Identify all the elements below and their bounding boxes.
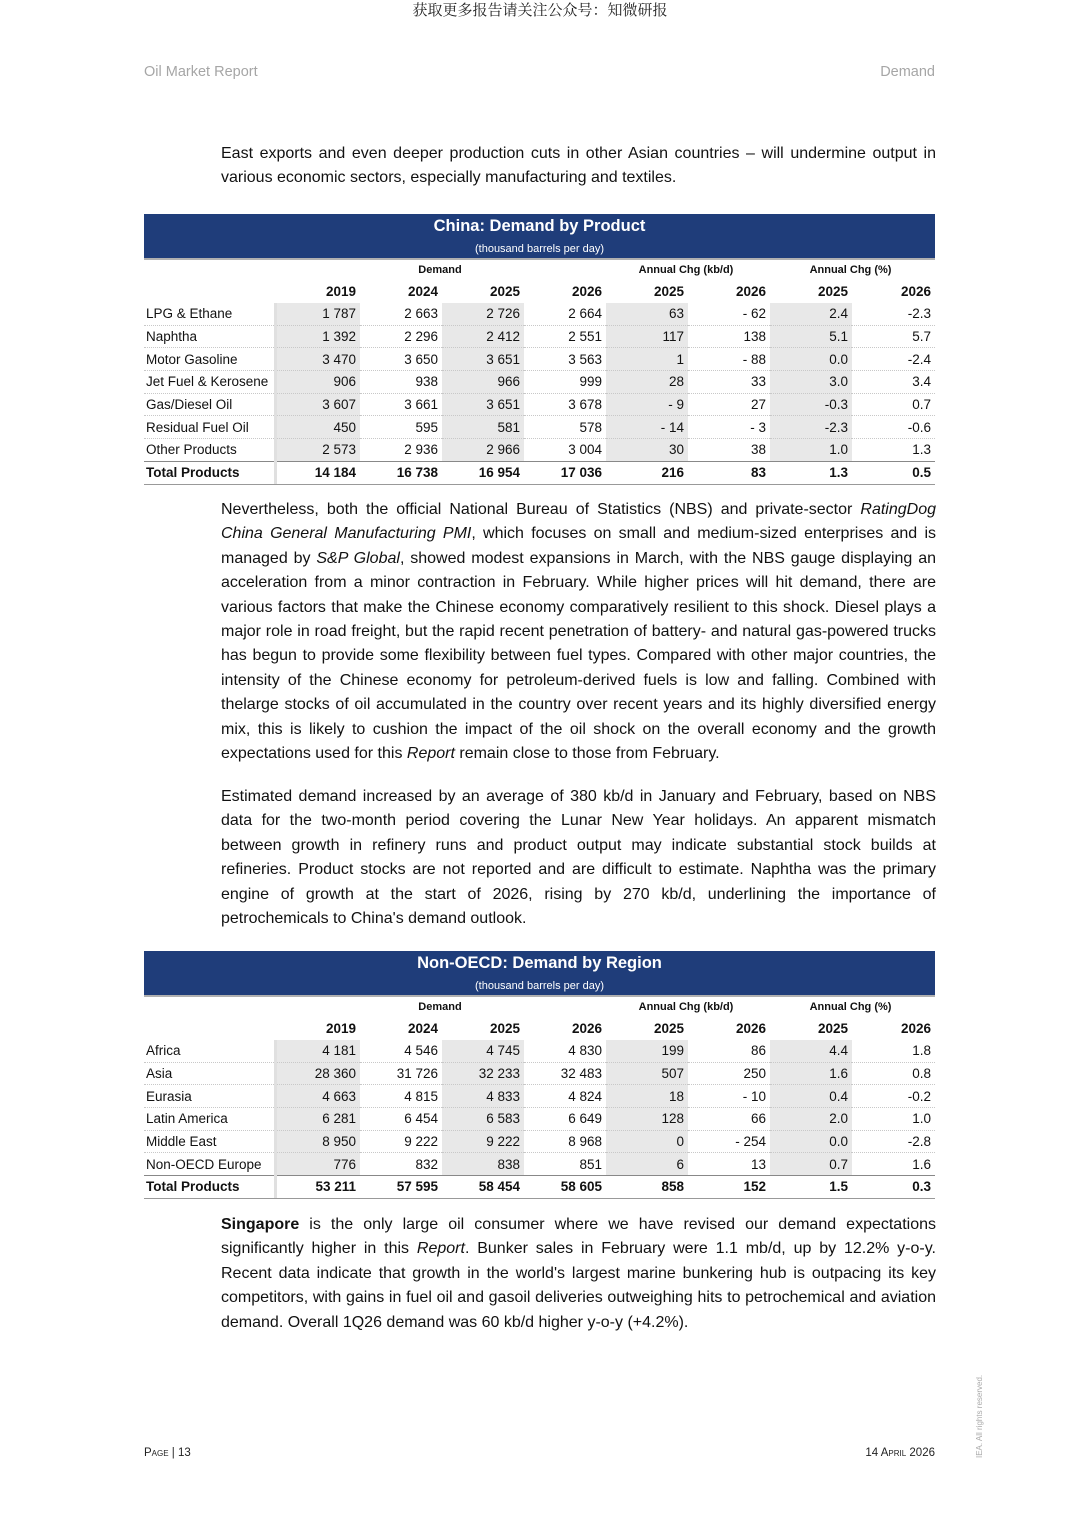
- text-span: , which focuses on small and medium-sized enterprises and is managed by: [221, 525, 936, 567]
- total-cell: 53 211: [275, 1176, 360, 1198]
- row-label: Latin America: [144, 1108, 275, 1131]
- total-cell: 858: [606, 1176, 688, 1198]
- table-cell: -0.3: [770, 393, 852, 416]
- table-cell: 0: [606, 1130, 688, 1153]
- table-row: [144, 1108, 935, 1131]
- table-cell: 581: [442, 416, 524, 439]
- italic-span: S&P Global: [316, 549, 400, 567]
- table-cell: - 88: [688, 348, 770, 371]
- table-cell: 4 663: [275, 1085, 360, 1108]
- table-cell: 1.0: [770, 439, 852, 462]
- paragraph-estimated-demand: Estimated demand increased by an average of 380 kb/d in January and February, based on NBS data for the two-month period covering the Lunar New Year holidays. An apparent mismatch between growth in refinery runs and product output may indicate substantial stock builds at refineries. Product stocks are not reported and are difficult to estimate. Naphtha was the primary engine of growth at the start of 2026, rising by 270 kb/d, underlining the importance of petrochemicals to China's demand outlook.: [221, 788, 936, 928]
- group-chg-kbd: Annual Chg (kb/d): [638, 1001, 734, 1013]
- table-cell: 0.0: [770, 1130, 852, 1153]
- table-header-bar: [144, 951, 935, 995]
- row-label: Jet Fuel & Kerosene: [144, 371, 275, 394]
- table-title: China: Demand by Product: [433, 217, 646, 235]
- total-label: Total Products: [144, 1176, 275, 1198]
- table-bottom-rule: [144, 1198, 935, 1199]
- italic-span: RatingDog China General Manufacturing PMI: [221, 501, 936, 543]
- year-header: 2019: [325, 1021, 356, 1036]
- table-cell: - 254: [688, 1130, 770, 1153]
- section-title: Demand: [880, 64, 935, 80]
- year-header: 2026: [735, 284, 766, 299]
- table-cell: 30: [606, 439, 688, 462]
- table-cell: 5.7: [852, 325, 935, 348]
- table-cell: 2 573: [275, 439, 360, 462]
- row-label: LPG & Ethane: [144, 303, 275, 325]
- table-cell: 4 546: [360, 1040, 442, 1062]
- table-cell: 1.6: [770, 1062, 852, 1085]
- table-body: [144, 997, 935, 1198]
- row-label: Residual Fuel Oil: [144, 416, 275, 439]
- rights-notice: IEA. All rights reserved.: [975, 1374, 984, 1458]
- table-cell: - 3: [688, 416, 770, 439]
- table-cell: 38: [688, 439, 770, 462]
- table-cell: 938: [360, 371, 442, 394]
- table-cell: 4 815: [360, 1085, 442, 1108]
- group-header-row: [144, 997, 935, 1017]
- group-header-row: [144, 260, 935, 280]
- table-cell: 2.0: [770, 1108, 852, 1131]
- table-cell: -0.2: [852, 1085, 935, 1108]
- year-header: 2026: [571, 1021, 602, 1036]
- paragraph-intro: East exports and even deeper production cuts in other Asian countries – will undermine output in various economic sectors, especially manufacturing and textiles.: [221, 145, 936, 187]
- table-cell: 4 181: [275, 1040, 360, 1062]
- year-header: 2025: [817, 284, 848, 299]
- table-row: [144, 1062, 935, 1085]
- table-cell: 4 824: [524, 1085, 606, 1108]
- table-cell: 6 583: [442, 1108, 524, 1131]
- table-cell: 250: [688, 1062, 770, 1085]
- table-cell: 3 678: [524, 393, 606, 416]
- table-cell: -2.8: [852, 1130, 935, 1153]
- table-cell: - 10: [688, 1085, 770, 1108]
- row-label: Naphtha: [144, 325, 275, 348]
- table-cell: 1 392: [275, 325, 360, 348]
- table-row: [144, 393, 935, 416]
- table-cell: 6: [606, 1153, 688, 1176]
- table-cell: 838: [442, 1153, 524, 1176]
- table-cell: 906: [275, 371, 360, 394]
- year-header: 2025: [489, 1021, 520, 1036]
- total-cell: 57 595: [360, 1176, 442, 1198]
- bold-span: Singapore: [221, 1216, 300, 1233]
- table-cell: 3 004: [524, 439, 606, 462]
- table-title: Non-OECD: Demand by Region: [417, 954, 662, 972]
- row-label: Asia: [144, 1062, 275, 1085]
- table-cell: 832: [360, 1153, 442, 1176]
- table-cell: 1.0: [852, 1108, 935, 1131]
- table-cell: 1.6: [852, 1153, 935, 1176]
- italic-span: Report: [416, 1240, 465, 1258]
- total-cell: 152: [688, 1176, 770, 1198]
- table-cell: - 9: [606, 393, 688, 416]
- table-bottom-rule: [144, 484, 935, 485]
- table-cell: 776: [275, 1153, 360, 1176]
- text-span: is the only large oil consumer where we have revised our demand expectations significantly higher in this: [221, 1216, 936, 1258]
- table-cell: 0.7: [852, 393, 935, 416]
- table-body: [144, 260, 935, 484]
- year-header: 2025: [653, 284, 684, 299]
- year-header: 2025: [653, 1021, 684, 1036]
- table-cell: 199: [606, 1040, 688, 1062]
- total-cell: 1.3: [770, 461, 852, 483]
- table-cell: - 62: [688, 303, 770, 325]
- table-cell: 450: [275, 416, 360, 439]
- table-row: [144, 1130, 935, 1153]
- row-label: Eurasia: [144, 1085, 275, 1108]
- table-cell: 851: [524, 1153, 606, 1176]
- table-cell: 3.4: [852, 371, 935, 394]
- year-header: 2026: [900, 1021, 932, 1036]
- table-subtitle: (thousand barrels per day): [474, 243, 604, 255]
- table-row: [144, 371, 935, 394]
- table-cell: -2.3: [852, 303, 935, 325]
- paragraph-singapore: [221, 1213, 936, 1335]
- table-row: [144, 348, 935, 371]
- report-date: 14 April 2026: [865, 1447, 935, 1459]
- year-header: 2019: [325, 284, 356, 299]
- row-label: Africa: [144, 1040, 275, 1062]
- table-cell: 3 563: [524, 348, 606, 371]
- china-demand-table: [144, 214, 935, 485]
- group-demand: Demand: [418, 264, 462, 276]
- year-header: 2025: [489, 284, 520, 299]
- total-cell: 14 184: [275, 461, 360, 483]
- table-cell: 32 233: [442, 1062, 524, 1085]
- table-cell: 2 551: [524, 325, 606, 348]
- year-header: 2024: [407, 284, 438, 299]
- total-cell: 83: [688, 461, 770, 483]
- row-label: Motor Gasoline: [144, 348, 275, 371]
- table-cell: 28 360: [275, 1062, 360, 1085]
- table-cell: 2 664: [524, 303, 606, 325]
- table-row: [144, 325, 935, 348]
- table-cell: 2 412: [442, 325, 524, 348]
- table-cell: 1.8: [852, 1040, 935, 1062]
- table-cell: 966: [442, 371, 524, 394]
- table-cell: 18: [606, 1085, 688, 1108]
- table-cell: 6 649: [524, 1108, 606, 1131]
- total-row: [144, 1176, 935, 1198]
- row-label: Other Products: [144, 439, 275, 462]
- table-cell: 0.4: [770, 1085, 852, 1108]
- table-cell: 9 222: [360, 1130, 442, 1153]
- table-cell: 138: [688, 325, 770, 348]
- year-header: 2026: [900, 284, 932, 299]
- table-cell: 4 830: [524, 1040, 606, 1062]
- total-cell: 17 036: [524, 461, 606, 483]
- table-cell: 3 651: [442, 393, 524, 416]
- year-header-row: [144, 280, 935, 303]
- table-cell: 33: [688, 371, 770, 394]
- table-cell: 8 950: [275, 1130, 360, 1153]
- table-cell: 578: [524, 416, 606, 439]
- table-cell: 117: [606, 325, 688, 348]
- total-cell: 58 605: [524, 1176, 606, 1198]
- table-cell: 595: [360, 416, 442, 439]
- table-cell: 2 936: [360, 439, 442, 462]
- table-cell: 1 787: [275, 303, 360, 325]
- total-cell: 58 454: [442, 1176, 524, 1198]
- table-cell: -2.4: [852, 348, 935, 371]
- table-row: [144, 1040, 935, 1062]
- table-cell: 1.3: [852, 439, 935, 462]
- row-label: Middle East: [144, 1130, 275, 1153]
- table-row: [144, 303, 935, 325]
- table-cell: -2.3: [770, 416, 852, 439]
- table-cell: 3 470: [275, 348, 360, 371]
- year-header-row: [144, 1017, 935, 1040]
- row-label: Gas/Diesel Oil: [144, 393, 275, 416]
- table-cell: 6 454: [360, 1108, 442, 1131]
- text-span: . Bunker sales in February were 1.1 mb/d, up by 12.2% y-o-y. Recent data indicate that growth in the world's largest marine bunkering hub is outpacing its key competitors, with gains in fuel oil and gasoil deliveries outweighing hits to petrochemical and aviation demand. Overall 1Q26 demand was 60 kb/d higher y-o-y (+4.2%).: [221, 1240, 936, 1331]
- total-cell: 16 738: [360, 461, 442, 483]
- table-cell: 0.7: [770, 1153, 852, 1176]
- table-row: [144, 1153, 935, 1176]
- table-cell: 27: [688, 393, 770, 416]
- table-cell: - 14: [606, 416, 688, 439]
- total-label: Total Products: [144, 461, 275, 483]
- table-cell: 5.1: [770, 325, 852, 348]
- table-cell: 4.4: [770, 1040, 852, 1062]
- table-cell: 66: [688, 1108, 770, 1131]
- year-header: 2026: [735, 1021, 766, 1036]
- group-chg-pct: Annual Chg (%): [809, 1001, 892, 1013]
- table-subtitle: (thousand barrels per day): [474, 980, 604, 992]
- table-cell: 31 726: [360, 1062, 442, 1085]
- table-cell: 2 726: [442, 303, 524, 325]
- table-header-bar: [144, 214, 935, 258]
- total-cell: 1.5: [770, 1176, 852, 1198]
- table-cell: 128: [606, 1108, 688, 1131]
- table-row: [144, 439, 935, 462]
- table-cell: 507: [606, 1062, 688, 1085]
- nonoecd-demand-table: [144, 951, 935, 1199]
- text-span: , showed modest expansions in March, with the NBS gauge displaying an acceleration from a minor contraction in February. While higher prices will hit demand, there are various factors that make the Chinese economy comparatively resilient to this shock. Diesel plays a major role in road freight, but the rapid recent penetration of battery- and natural gas-powered trucks has begun to provide some flexibility between fuel types. Compared with other major countries, the intensity of the Chinese economy for petroleum-derived fuels is low and falling. Combined with thelarge stocks of oil accumulated in the country over recent years and its highly diversified energy mix, this is likely to cushion the impact of the oil shock on the overall economy and the growth expectations used for this: [221, 549, 936, 763]
- paragraph-nbs: [221, 498, 936, 766]
- text-span: Nevertheless, both the official National Bureau of Statistics (NBS) and private-sector: [221, 501, 861, 518]
- year-header: 2025: [817, 1021, 848, 1036]
- table-cell: 0.8: [852, 1062, 935, 1085]
- table-cell: 3 651: [442, 348, 524, 371]
- table-cell: 8 968: [524, 1130, 606, 1153]
- table-cell: 3 607: [275, 393, 360, 416]
- table-cell: 63: [606, 303, 688, 325]
- table-cell: 4 745: [442, 1040, 524, 1062]
- table-cell: 2.4: [770, 303, 852, 325]
- italic-span: Report: [406, 745, 455, 763]
- total-cell: 216: [606, 461, 688, 483]
- table-cell: 3.0: [770, 371, 852, 394]
- table-cell: 2 966: [442, 439, 524, 462]
- table-cell: 2 296: [360, 325, 442, 348]
- total-row: [144, 461, 935, 483]
- table-cell: 28: [606, 371, 688, 394]
- table-cell: 13: [688, 1153, 770, 1176]
- group-chg-pct: Annual Chg (%): [809, 264, 892, 276]
- total-cell: 0.5: [852, 461, 935, 483]
- table-cell: 86: [688, 1040, 770, 1062]
- total-cell: 16 954: [442, 461, 524, 483]
- table-cell: 3 650: [360, 348, 442, 371]
- report-title: Oil Market Report: [144, 64, 258, 80]
- year-header: 2024: [407, 1021, 438, 1036]
- table-row: [144, 1085, 935, 1108]
- table-cell: 4 833: [442, 1085, 524, 1108]
- page-number: Page | 13: [144, 1447, 191, 1459]
- row-label: Non-OECD Europe: [144, 1153, 275, 1176]
- table-cell: 6 281: [275, 1108, 360, 1131]
- table-cell: 32 483: [524, 1062, 606, 1085]
- total-cell: 0.3: [852, 1176, 935, 1198]
- group-demand: Demand: [418, 1001, 462, 1013]
- table-cell: 999: [524, 371, 606, 394]
- text-span: remain close to those from February.: [454, 745, 720, 763]
- table-cell: 9 222: [442, 1130, 524, 1153]
- group-chg-kbd: Annual Chg (kb/d): [638, 264, 734, 276]
- table-cell: -0.6: [852, 416, 935, 439]
- table-cell: 0.0: [770, 348, 852, 371]
- table-cell: 3 661: [360, 393, 442, 416]
- table-row: [144, 416, 935, 439]
- year-header: 2026: [571, 284, 602, 299]
- top-banner: 获取更多报告请关注公众号：知微研报: [412, 2, 668, 19]
- table-cell: 2 663: [360, 303, 442, 325]
- table-cell: 1: [606, 348, 688, 371]
